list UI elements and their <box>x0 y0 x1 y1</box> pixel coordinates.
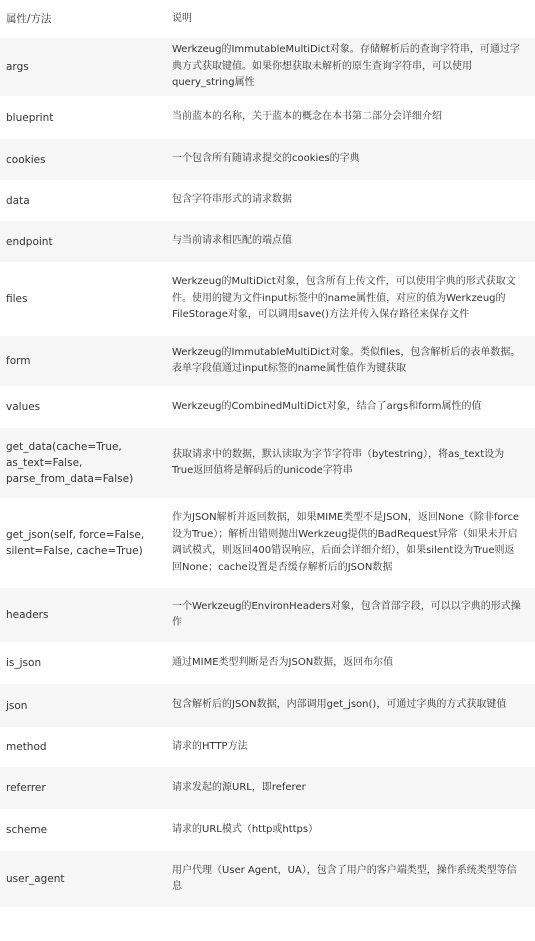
row-desc: 作为JSON解析并返回数据，如果MIME类型不是JSON，返回None（除非force设为True）；解析出错则抛出Werkzeug提供的BadRequest异常（如果未开启调试模式，则返回400错误响应，后面会详细介绍），如果silent设为True则返回None；cache设置是否缓存解析后的JSON数据 <box>172 512 520 573</box>
table-row <box>0 221 535 262</box>
row-desc: 当前蓝本的名称，关于蓝本的概念在本书第二部分会详细介绍 <box>172 111 442 123</box>
row-desc: 包含解析后的JSON数据，内部调用get_json()，可通过字典的方式获取键值 <box>172 699 507 711</box>
table-row <box>0 498 535 588</box>
row-desc: 一个Werkzeug的EnvironHeaders对象，包含首部字段，可以以字典的形式操作 <box>172 600 521 628</box>
header-name: 属性/方法 <box>6 13 52 25</box>
row-desc: 通过MIME类型判断是否为JSON数据，返回布尔值 <box>172 656 394 668</box>
table-row <box>0 684 535 727</box>
table-row <box>0 642 535 684</box>
row-name: headers <box>6 609 49 621</box>
table-row <box>0 38 535 96</box>
row-desc: Werkzeug的CombinedMultiDict对象，结合了args和form属性的值 <box>172 400 482 412</box>
table-body <box>0 38 535 907</box>
row-name: files <box>6 293 28 305</box>
row-desc: 包含字符串形式的请求数据 <box>172 194 292 206</box>
row-name: form <box>6 355 31 367</box>
row-desc: 请求的URL模式（http或https） <box>172 823 319 835</box>
header-row <box>0 0 535 38</box>
table-row <box>0 588 535 642</box>
row-name: referrer <box>6 782 46 794</box>
row-name: is_json <box>6 657 42 669</box>
row-name: user_agent <box>6 873 65 885</box>
row-name: blueprint <box>6 111 54 124</box>
row-name: get_data(cache=True, as_text=False, parse_from_data=False) <box>6 441 134 485</box>
row-desc: Werkzeug的ImmutableMultiDict对象。存储解析后的查询字符串，可通过字典方式获取键值。如果你想获取未解析的原生查询字符串，可以使用query_string属性 <box>172 44 520 89</box>
table-header <box>0 0 535 38</box>
table-row <box>0 767 535 809</box>
table-row <box>0 139 535 180</box>
row-desc: Werkzeug的MultiDict对象，包含所有上传文件，可以使用字典的形式获取文件。使用的键为文件input标签中的name属性值，对应的值为Werkzeug的FileStorage对象，可以调用save()方法并传入保存路径来保存文件 <box>172 276 516 321</box>
row-name: scheme <box>6 824 48 836</box>
row-desc: 用户代理（User Agent，UA），包含了用户的客户端类型，操作系统类型等信息 <box>172 864 517 892</box>
row-desc: 与当前请求相匹配的端点值 <box>172 235 292 247</box>
row-name: json <box>6 699 28 712</box>
header-desc: 说明 <box>172 12 192 24</box>
table-row <box>0 851 535 907</box>
row-name: args <box>6 61 29 73</box>
row-name: cookies <box>6 153 46 166</box>
table-row <box>0 727 535 767</box>
row-desc: Werkzeug的ImmutableMultiDict对象。类似files，包含解析后的表单数据。表单字段值通过input标签的name属性值作为键获取 <box>172 346 521 374</box>
table-row <box>0 180 535 221</box>
row-name: method <box>6 741 47 753</box>
row-desc: 请求的HTTP方法 <box>172 740 248 752</box>
row-desc: 请求发起的源URL，即referer <box>172 781 306 793</box>
table-row <box>0 386 535 428</box>
table-row <box>0 809 535 851</box>
row-desc: 获取请求中的数据，默认读取为字节字符串（bytestring），将as_text设为True返回值将是解码后的unicode字符串 <box>172 448 505 476</box>
row-name: get_json(self, force=False, silent=False, cache=True) <box>6 529 145 557</box>
row-name: data <box>6 194 30 207</box>
row-desc: 一个包含所有随请求提交的cookies的字典 <box>172 153 360 165</box>
table-row <box>0 262 535 336</box>
row-name: values <box>6 401 41 413</box>
table-row <box>0 336 535 386</box>
row-name: endpoint <box>6 235 53 248</box>
table-row <box>0 428 535 498</box>
table-row <box>0 96 535 139</box>
